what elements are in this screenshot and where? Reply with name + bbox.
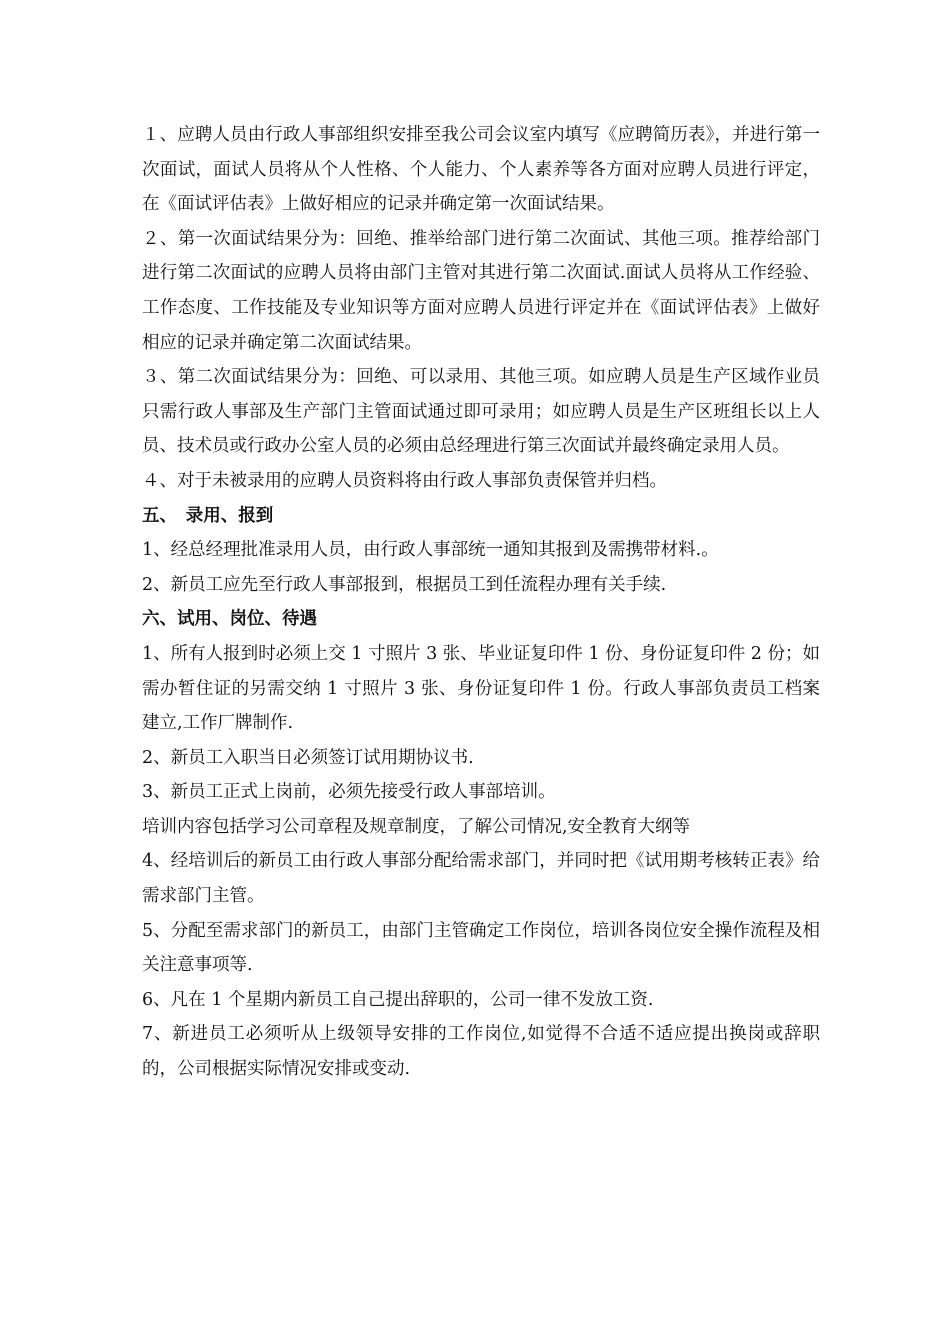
- paragraph-6-6: 6、凡在 1 个星期内新员工自己提出辞职的，公司一律不发放工资.: [142, 989, 654, 1010]
- paragraph-6-4: 4、经培训后的新员工由行政人事部分配给需求部门，并同时把《试用期考核转正表》给需求部门主管。: [142, 851, 820, 907]
- paragraph-2: ２、第一次面试结果分为：回绝、推举给部门进行第二次面试、其他三项。推荐给部门进行第二次面试的应聘人员将由部门主管对其进行第二次面试.面试人员将从工作经验、工作态度、工作技能及专业知识等方面对应聘人员进行评定并在《面试评估表》上做好相应的记录并确定第二次面试结果。: [142, 228, 820, 353]
- paragraph-6-3-detail: 培训内容包括学习公司章程及规章制度，了解公司情况,安全教育大纲等: [142, 816, 691, 837]
- paragraph-6-1: 1、所有人报到时必须上交 1 寸照片 3 张、毕业证复印件 1 份、身份证复印件 2 份；如需办暂住证的另需交纳 1 寸照片 3 张、身份证复印件 1 份。行政人事部负责员工档案建立,工作厂牌制作.: [142, 643, 820, 734]
- paragraph-6-3: 3、新员工正式上岗前，必须先接受行政人事部培训。: [142, 782, 556, 803]
- section-heading-5: 五、 录用、报到: [142, 505, 274, 526]
- paragraph-6-5: 5、分配至需求部门的新员工，由部门主管确定工作岗位，培训各岗位安全操作流程及相关注意事项等.: [142, 920, 820, 976]
- paragraph-5-1: 1、经总经理批准录用人员，由行政人事部统一通知其报到及需携带材料.。: [142, 540, 719, 561]
- paragraph-1: １、应聘人员由行政人事部组织安排至我公司会议室内填写《应聘简历表》，并进行第一次面试，面试人员将从个人性格、个人能力、个人素养等各方面对应聘人员进行评定，在《面试评估表》上做好相应的记录并确定第一次面试结果。: [142, 125, 820, 215]
- paragraph-6-7: 7、新进员工必须听从上级领导安排的工作岗位,如觉得不合适不适应提出换岗或辞职的，公司根据实际情况安排或变动.: [142, 1024, 820, 1080]
- paragraph-5-2: 2、新员工应先至行政人事部报到，根据员工到任流程办理有关手续.: [142, 574, 667, 595]
- paragraph-3: ３、第二次面试结果分为：回绝、可以录用、其他三项。如应聘人员是生产区域作业员只需行政人事部及生产部门主管面试通过即可录用；如应聘人员是生产区班组长以上人员、技术员或行政办公室人员的必须由总经理进行第三次面试并最终确定录用人员。: [142, 367, 820, 457]
- paragraph-4: ４、对于未被录用的应聘人员资料将由行政人事部负责保管并归档。: [142, 470, 667, 491]
- document-body: [142, 118, 820, 1087]
- paragraph-6-2: 2、新员工入职当日必须签订试用期协议书.: [142, 747, 474, 768]
- section-heading-6: 六、试用、岗位、待遇: [142, 609, 317, 630]
